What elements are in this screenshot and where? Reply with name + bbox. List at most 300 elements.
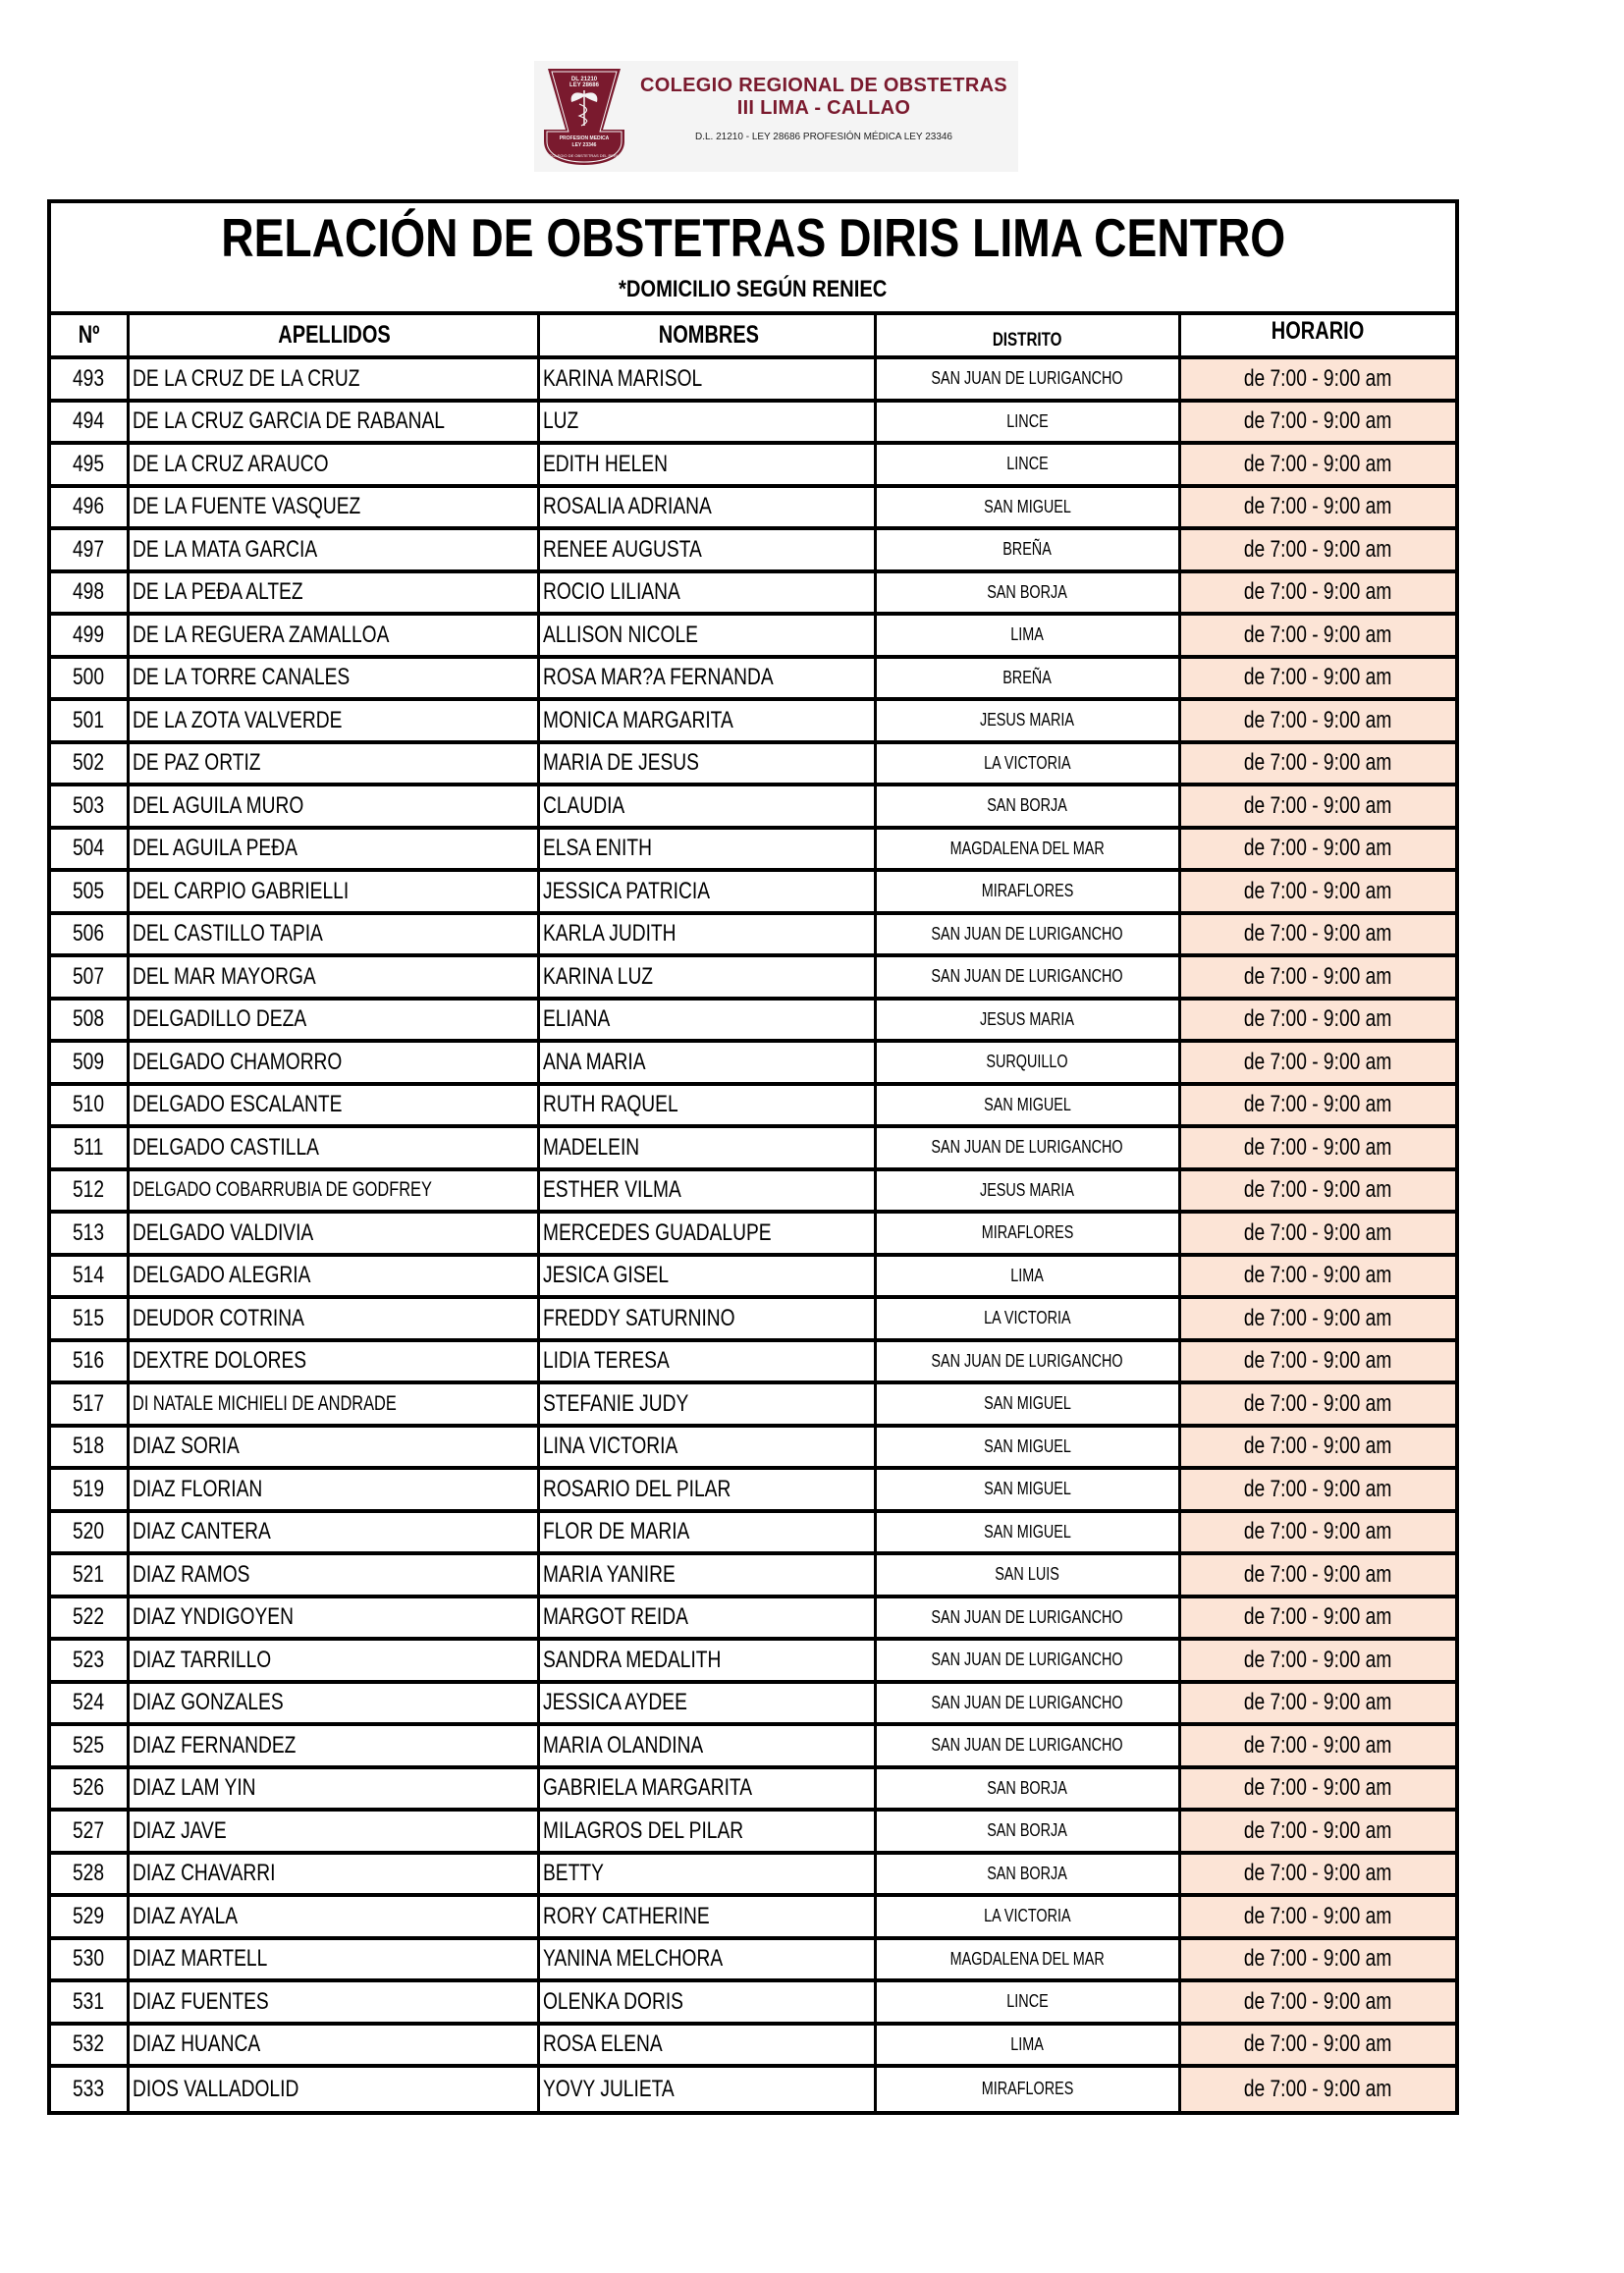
- cell-num: [51, 1342, 130, 1381]
- table-row: [51, 1128, 1455, 1171]
- cell-num: [51, 530, 130, 569]
- row-apellidos: DEL CARPIO GABRIELLI: [133, 877, 350, 904]
- row-nombres: JESSICA PATRICIA: [543, 877, 710, 904]
- cell-distrito: [877, 1086, 1181, 1125]
- table-row: [51, 530, 1455, 573]
- row-num: 500: [73, 664, 105, 691]
- row-distrito: BREÑA: [1002, 539, 1053, 560]
- row-nombres: MARIA DE JESUS: [543, 749, 699, 777]
- row-horario: de 7:00 - 9:00 am: [1244, 1902, 1392, 1929]
- row-distrito: SURQUILLO: [986, 1052, 1069, 1072]
- cell-nombres: [540, 1128, 877, 1167]
- row-nombres: ANA MARIA: [543, 1048, 646, 1075]
- cell-apellidos: [130, 1641, 540, 1680]
- header-nombres-label: NOMBRES: [658, 321, 759, 349]
- row-distrito: JESUS MARIA: [980, 1179, 1075, 1200]
- cell-apellidos: [130, 1257, 540, 1296]
- cell-horario: [1181, 1555, 1455, 1595]
- row-distrito: LIMA: [1010, 624, 1045, 645]
- row-num: 532: [73, 2030, 105, 2058]
- row-num: 514: [73, 1262, 105, 1289]
- cell-distrito: [877, 1257, 1181, 1296]
- row-nombres: BETTY: [543, 1860, 604, 1887]
- row-nombres: ROSALIA ADRIANA: [543, 493, 712, 520]
- row-num: 512: [73, 1176, 105, 1204]
- cell-horario: [1181, 1812, 1455, 1851]
- row-apellidos: DIAZ HUANCA: [133, 2030, 261, 2058]
- cell-nombres: [540, 915, 877, 954]
- row-num: 528: [73, 1860, 105, 1887]
- cell-nombres: [540, 1982, 877, 2022]
- row-nombres: SANDRA MEDALITH: [543, 1646, 722, 1673]
- cell-num: [51, 1641, 130, 1680]
- row-apellidos: DEL CASTILLO TAPIA: [133, 920, 323, 947]
- cell-distrito: [877, 957, 1181, 997]
- cell-apellidos: [130, 530, 540, 569]
- row-apellidos: DIOS VALLADOLID: [133, 2075, 299, 2102]
- row-horario: de 7:00 - 9:00 am: [1244, 1774, 1392, 1802]
- row-horario: de 7:00 - 9:00 am: [1244, 1091, 1392, 1118]
- row-apellidos: DIAZ JAVE: [133, 1816, 227, 1844]
- cell-horario: [1181, 1470, 1455, 1509]
- svg-text:COLEGIO DE OBSTETRAS DEL PERU: COLEGIO DE OBSTETRAS DEL PERU: [549, 153, 620, 158]
- cell-apellidos: [130, 1897, 540, 1936]
- cell-apellidos: [130, 744, 540, 784]
- table-row: [51, 359, 1455, 403]
- cell-apellidos: [130, 359, 540, 399]
- table-row: [51, 2068, 1455, 2111]
- cell-nombres: [540, 1384, 877, 1424]
- cell-distrito: [877, 1470, 1181, 1509]
- cell-distrito: [877, 530, 1181, 569]
- cell-nombres: [540, 830, 877, 869]
- cell-num: [51, 2068, 130, 2111]
- cell-num: [51, 830, 130, 869]
- row-nombres: ROSARIO DEL PILAR: [543, 1475, 731, 1502]
- cell-horario: [1181, 1384, 1455, 1424]
- cell-horario: [1181, 2068, 1455, 2111]
- row-horario: de 7:00 - 9:00 am: [1244, 535, 1392, 563]
- cell-distrito: [877, 445, 1181, 484]
- table-row: [51, 1684, 1455, 1727]
- row-distrito: SAN BORJA: [987, 1777, 1068, 1798]
- cell-distrito: [877, 1769, 1181, 1809]
- row-apellidos: DIAZ GONZALES: [133, 1689, 284, 1716]
- row-nombres: MARIA OLANDINA: [543, 1731, 704, 1759]
- cell-num: [51, 1214, 130, 1253]
- table-row: [51, 1001, 1455, 1044]
- cell-horario: [1181, 1769, 1455, 1809]
- row-horario: de 7:00 - 9:00 am: [1244, 1689, 1392, 1716]
- row-apellidos: DEL MAR MAYORGA: [133, 962, 316, 990]
- row-nombres: ELIANA: [543, 1005, 611, 1033]
- row-apellidos: DEL AGUILA MURO: [133, 791, 304, 819]
- table-row: [51, 573, 1455, 617]
- banner-text: [632, 75, 1015, 142]
- org-name-line2: III LIMA - CALLAO: [736, 97, 911, 119]
- table-row: [51, 957, 1455, 1001]
- row-apellidos: DIAZ LAM YIN: [133, 1774, 256, 1802]
- table-row: [51, 1214, 1455, 1257]
- row-num: 529: [73, 1902, 105, 1929]
- row-apellidos: DE LA CRUZ DE LA CRUZ: [133, 364, 360, 392]
- cell-distrito: [877, 1171, 1181, 1211]
- row-apellidos: DIAZ RAMOS: [133, 1560, 250, 1588]
- row-nombres: GABRIELA MARGARITA: [543, 1774, 753, 1802]
- header-horario-label: HORARIO: [1272, 317, 1365, 345]
- cell-distrito: [877, 1855, 1181, 1894]
- row-apellidos: DIAZ MARTELL: [133, 1945, 268, 1973]
- row-horario: de 7:00 - 9:00 am: [1244, 1816, 1392, 1844]
- cell-horario: [1181, 1299, 1455, 1338]
- cell-num: [51, 872, 130, 911]
- row-horario: de 7:00 - 9:00 am: [1244, 2075, 1392, 2102]
- cell-apellidos: [130, 1684, 540, 1723]
- cell-nombres: [540, 573, 877, 613]
- cell-nombres: [540, 1726, 877, 1765]
- cell-nombres: [540, 2026, 877, 2065]
- header-horario: [1181, 315, 1455, 355]
- cell-apellidos: [130, 1128, 540, 1167]
- row-num: 508: [73, 1005, 105, 1033]
- table-row: [51, 1257, 1455, 1300]
- row-nombres: MILAGROS DEL PILAR: [543, 1816, 744, 1844]
- cell-num: [51, 359, 130, 399]
- cell-distrito: [877, 403, 1181, 442]
- document-subtitle: [51, 276, 1455, 303]
- row-num: 533: [73, 2075, 105, 2102]
- row-num: 505: [73, 877, 105, 904]
- row-distrito: SAN MIGUEL: [984, 1094, 1071, 1114]
- table-row: [51, 1428, 1455, 1471]
- cell-distrito: [877, 872, 1181, 911]
- cell-distrito: [877, 616, 1181, 655]
- row-distrito: SAN MIGUEL: [984, 1435, 1071, 1456]
- row-distrito: SAN BORJA: [987, 581, 1068, 602]
- cell-nombres: [540, 1555, 877, 1595]
- cell-distrito: [877, 1684, 1181, 1723]
- row-horario: de 7:00 - 9:00 am: [1244, 1262, 1392, 1289]
- row-nombres: KARINA MARISOL: [543, 364, 703, 392]
- cell-distrito: [877, 1598, 1181, 1638]
- cell-num: [51, 1384, 130, 1424]
- row-nombres: KARLA JUDITH: [543, 920, 677, 947]
- row-distrito: MIRAFLORES: [981, 1222, 1074, 1243]
- row-num: 509: [73, 1048, 105, 1075]
- row-nombres: FREDDY SATURNINO: [543, 1304, 735, 1331]
- row-num: 522: [73, 1603, 105, 1631]
- row-horario: de 7:00 - 9:00 am: [1244, 791, 1392, 819]
- row-apellidos: DEXTRE DOLORES: [133, 1347, 307, 1375]
- cell-nombres: [540, 1598, 877, 1638]
- row-horario: de 7:00 - 9:00 am: [1244, 1347, 1392, 1375]
- cell-apellidos: [130, 1555, 540, 1595]
- table-row: [51, 1342, 1455, 1385]
- cell-horario: [1181, 616, 1455, 655]
- row-distrito: MIRAFLORES: [981, 881, 1074, 901]
- row-apellidos: DIAZ TARRILLO: [133, 1646, 272, 1673]
- cell-nombres: [540, 659, 877, 698]
- cell-num: [51, 1128, 130, 1167]
- cell-distrito: [877, 744, 1181, 784]
- obstetras-table: [47, 199, 1459, 2115]
- row-num: 503: [73, 791, 105, 819]
- cell-horario: [1181, 872, 1455, 911]
- cell-nombres: [540, 1001, 877, 1040]
- row-nombres: ELSA ENITH: [543, 835, 652, 862]
- header-num: [51, 315, 130, 355]
- cell-horario: [1181, 1513, 1455, 1552]
- row-distrito: SAN JUAN DE LURIGANCHO: [931, 1350, 1124, 1371]
- cell-nombres: [540, 1043, 877, 1082]
- cell-apellidos: [130, 1342, 540, 1381]
- row-horario: de 7:00 - 9:00 am: [1244, 706, 1392, 733]
- cell-nombres: [540, 1214, 877, 1253]
- table-row: [51, 1598, 1455, 1642]
- cell-nombres: [540, 1897, 877, 1936]
- cell-num: [51, 1299, 130, 1338]
- cell-num: [51, 2026, 130, 2065]
- cell-num: [51, 1684, 130, 1723]
- cell-apellidos: [130, 915, 540, 954]
- row-distrito: SAN LUIS: [995, 1564, 1060, 1585]
- table-row: [51, 403, 1455, 446]
- table-row: [51, 2026, 1455, 2069]
- row-nombres: YANINA MELCHORA: [543, 1945, 724, 1973]
- row-distrito: SAN MIGUEL: [984, 1393, 1071, 1414]
- cell-horario: [1181, 1257, 1455, 1296]
- row-nombres: MARGOT REIDA: [543, 1603, 688, 1631]
- cell-apellidos: [130, 872, 540, 911]
- table-row: [51, 1470, 1455, 1513]
- row-distrito: SAN JUAN DE LURIGANCHO: [931, 368, 1124, 389]
- cell-num: [51, 1555, 130, 1595]
- row-horario: de 7:00 - 9:00 am: [1244, 450, 1392, 477]
- cell-horario: [1181, 1684, 1455, 1723]
- cell-horario: [1181, 488, 1455, 527]
- row-apellidos: DI NATALE MICHIELI DE ANDRADE: [133, 1391, 397, 1415]
- table-row: [51, 1043, 1455, 1086]
- row-horario: de 7:00 - 9:00 am: [1244, 1433, 1392, 1460]
- cell-num: [51, 616, 130, 655]
- cell-apellidos: [130, 2068, 540, 2111]
- cell-num: [51, 1470, 130, 1509]
- row-apellidos: DELGADILLO DEZA: [133, 1005, 307, 1033]
- row-apellidos: DE LA ZOTA VALVERDE: [133, 706, 343, 733]
- cell-horario: [1181, 701, 1455, 740]
- cell-distrito: [877, 1342, 1181, 1381]
- cell-horario: [1181, 403, 1455, 442]
- cell-num: [51, 1086, 130, 1125]
- cell-num: [51, 488, 130, 527]
- table-row: [51, 1641, 1455, 1684]
- row-nombres: ROCIO LILIANA: [543, 578, 680, 606]
- row-horario: de 7:00 - 9:00 am: [1244, 1860, 1392, 1887]
- row-nombres: ESTHER VILMA: [543, 1176, 681, 1204]
- cell-nombres: [540, 1855, 877, 1894]
- row-apellidos: DEL AGUILA PEĐA: [133, 835, 298, 862]
- row-nombres: MONICA MARGARITA: [543, 706, 733, 733]
- row-num: 519: [73, 1475, 105, 1502]
- svg-text:PROFESION MEDICA: PROFESION MEDICA: [559, 135, 610, 141]
- cell-horario: [1181, 1086, 1455, 1125]
- row-apellidos: DE LA REGUERA ZAMALLOA: [133, 621, 390, 648]
- row-num: 513: [73, 1218, 105, 1246]
- cell-nombres: [540, 616, 877, 655]
- row-apellidos: DELGADO ESCALANTE: [133, 1091, 343, 1118]
- cell-horario: [1181, 1940, 1455, 1979]
- cell-nombres: [540, 744, 877, 784]
- table-row: [51, 1384, 1455, 1428]
- row-nombres: MADELEIN: [543, 1133, 640, 1161]
- cell-horario: [1181, 1342, 1455, 1381]
- cell-horario: [1181, 445, 1455, 484]
- row-apellidos: DIAZ YNDIGOYEN: [133, 1603, 294, 1631]
- row-nombres: YOVY JULIETA: [543, 2075, 675, 2102]
- row-horario: de 7:00 - 9:00 am: [1244, 1475, 1392, 1502]
- row-distrito: SAN MIGUEL: [984, 496, 1071, 516]
- cell-apellidos: [130, 659, 540, 698]
- row-num: 520: [73, 1518, 105, 1545]
- cell-apellidos: [130, 445, 540, 484]
- row-apellidos: DIAZ AYALA: [133, 1902, 239, 1929]
- row-nombres: LIDIA TERESA: [543, 1347, 670, 1375]
- row-num: 497: [73, 535, 105, 563]
- cell-apellidos: [130, 403, 540, 442]
- cell-distrito: [877, 1812, 1181, 1851]
- table-row: [51, 830, 1455, 873]
- cell-horario: [1181, 1171, 1455, 1211]
- cell-num: [51, 701, 130, 740]
- cell-nombres: [540, 1940, 877, 1979]
- cell-apellidos: [130, 957, 540, 997]
- cell-nombres: [540, 488, 877, 527]
- row-distrito: SAN MIGUEL: [984, 1479, 1071, 1499]
- row-horario: de 7:00 - 9:00 am: [1244, 1603, 1392, 1631]
- cell-distrito: [877, 359, 1181, 399]
- document-title-text: RELACIÓN DE OBSTETRAS DIRIS LIMA CENTRO: [220, 207, 1286, 268]
- row-horario: de 7:00 - 9:00 am: [1244, 920, 1392, 947]
- row-horario: de 7:00 - 9:00 am: [1244, 1133, 1392, 1161]
- row-distrito: MIRAFLORES: [981, 2079, 1074, 2099]
- row-distrito: SAN BORJA: [987, 795, 1068, 816]
- cell-num: [51, 1812, 130, 1851]
- cell-num: [51, 1428, 130, 1467]
- row-num: 531: [73, 1987, 105, 2015]
- table-row: [51, 1855, 1455, 1898]
- cell-num: [51, 1726, 130, 1765]
- table-row: [51, 488, 1455, 531]
- cell-horario: [1181, 1214, 1455, 1253]
- cell-horario: [1181, 1855, 1455, 1894]
- cell-apellidos: [130, 786, 540, 826]
- row-num: 527: [73, 1816, 105, 1844]
- row-horario: de 7:00 - 9:00 am: [1244, 1518, 1392, 1545]
- row-num: 498: [73, 578, 105, 606]
- table-row: [51, 1812, 1455, 1855]
- cell-distrito: [877, 1726, 1181, 1765]
- cell-apellidos: [130, 1940, 540, 1979]
- row-apellidos: DE LA TORRE CANALES: [133, 664, 351, 691]
- row-horario: de 7:00 - 9:00 am: [1244, 1218, 1392, 1246]
- cell-apellidos: [130, 573, 540, 613]
- cell-num: [51, 1043, 130, 1082]
- row-apellidos: DIAZ CANTERA: [133, 1518, 271, 1545]
- cell-nombres: [540, 445, 877, 484]
- row-apellidos: DELGADO VALDIVIA: [133, 1218, 314, 1246]
- cell-distrito: [877, 1428, 1181, 1467]
- cell-num: [51, 1598, 130, 1638]
- cell-distrito: [877, 1555, 1181, 1595]
- table-row: [51, 1726, 1455, 1769]
- cell-horario: [1181, 359, 1455, 399]
- cell-num: [51, 786, 130, 826]
- row-horario: de 7:00 - 9:00 am: [1244, 1176, 1392, 1204]
- row-num: 501: [73, 706, 105, 733]
- table-row: [51, 1897, 1455, 1940]
- row-nombres: CLAUDIA: [543, 791, 625, 819]
- cell-nombres: [540, 1342, 877, 1381]
- cell-nombres: [540, 1428, 877, 1467]
- cell-apellidos: [130, 1384, 540, 1424]
- cell-nombres: [540, 403, 877, 442]
- header-nombres: [540, 315, 877, 355]
- row-apellidos: DIAZ FLORIAN: [133, 1475, 263, 1502]
- cell-nombres: [540, 2068, 877, 2111]
- table-row: [51, 616, 1455, 659]
- header-distrito: [877, 315, 1181, 355]
- cell-apellidos: [130, 1513, 540, 1552]
- row-distrito: MAGDALENA DEL MAR: [949, 838, 1106, 858]
- cell-num: [51, 1257, 130, 1296]
- cell-distrito: [877, 915, 1181, 954]
- cell-horario: [1181, 659, 1455, 698]
- row-num: 507: [73, 962, 105, 990]
- cell-horario: [1181, 1001, 1455, 1040]
- row-nombres: JESSICA AYDEE: [543, 1689, 687, 1716]
- row-num: 499: [73, 621, 105, 648]
- table-row: [51, 701, 1455, 744]
- row-horario: de 7:00 - 9:00 am: [1244, 1646, 1392, 1673]
- row-distrito: LINCE: [1006, 410, 1049, 431]
- row-distrito: SAN JUAN DE LURIGANCHO: [931, 1650, 1124, 1670]
- row-horario: de 7:00 - 9:00 am: [1244, 493, 1392, 520]
- logo-banner: [534, 61, 1018, 172]
- table-row: [51, 744, 1455, 787]
- cell-num: [51, 573, 130, 613]
- table-row: [51, 1769, 1455, 1813]
- cell-apellidos: [130, 488, 540, 527]
- cell-distrito: [877, 1897, 1181, 1936]
- cell-nombres: [540, 1086, 877, 1125]
- row-horario: de 7:00 - 9:00 am: [1244, 1048, 1392, 1075]
- row-num: 517: [73, 1389, 105, 1417]
- cell-distrito: [877, 1982, 1181, 2022]
- row-horario: de 7:00 - 9:00 am: [1244, 877, 1392, 904]
- cell-apellidos: [130, 701, 540, 740]
- row-apellidos: DE LA CRUZ GARCIA DE RABANAL: [133, 407, 445, 435]
- row-distrito: MAGDALENA DEL MAR: [949, 1948, 1106, 1969]
- cell-nombres: [540, 872, 877, 911]
- cell-distrito: [877, 2068, 1181, 2111]
- row-num: 506: [73, 920, 105, 947]
- cell-num: [51, 957, 130, 997]
- header-apellidos-label: APELLIDOS: [278, 321, 392, 349]
- row-distrito: JESUS MARIA: [980, 710, 1075, 731]
- row-num: 502: [73, 749, 105, 777]
- cell-apellidos: [130, 1086, 540, 1125]
- cell-nombres: [540, 1812, 877, 1851]
